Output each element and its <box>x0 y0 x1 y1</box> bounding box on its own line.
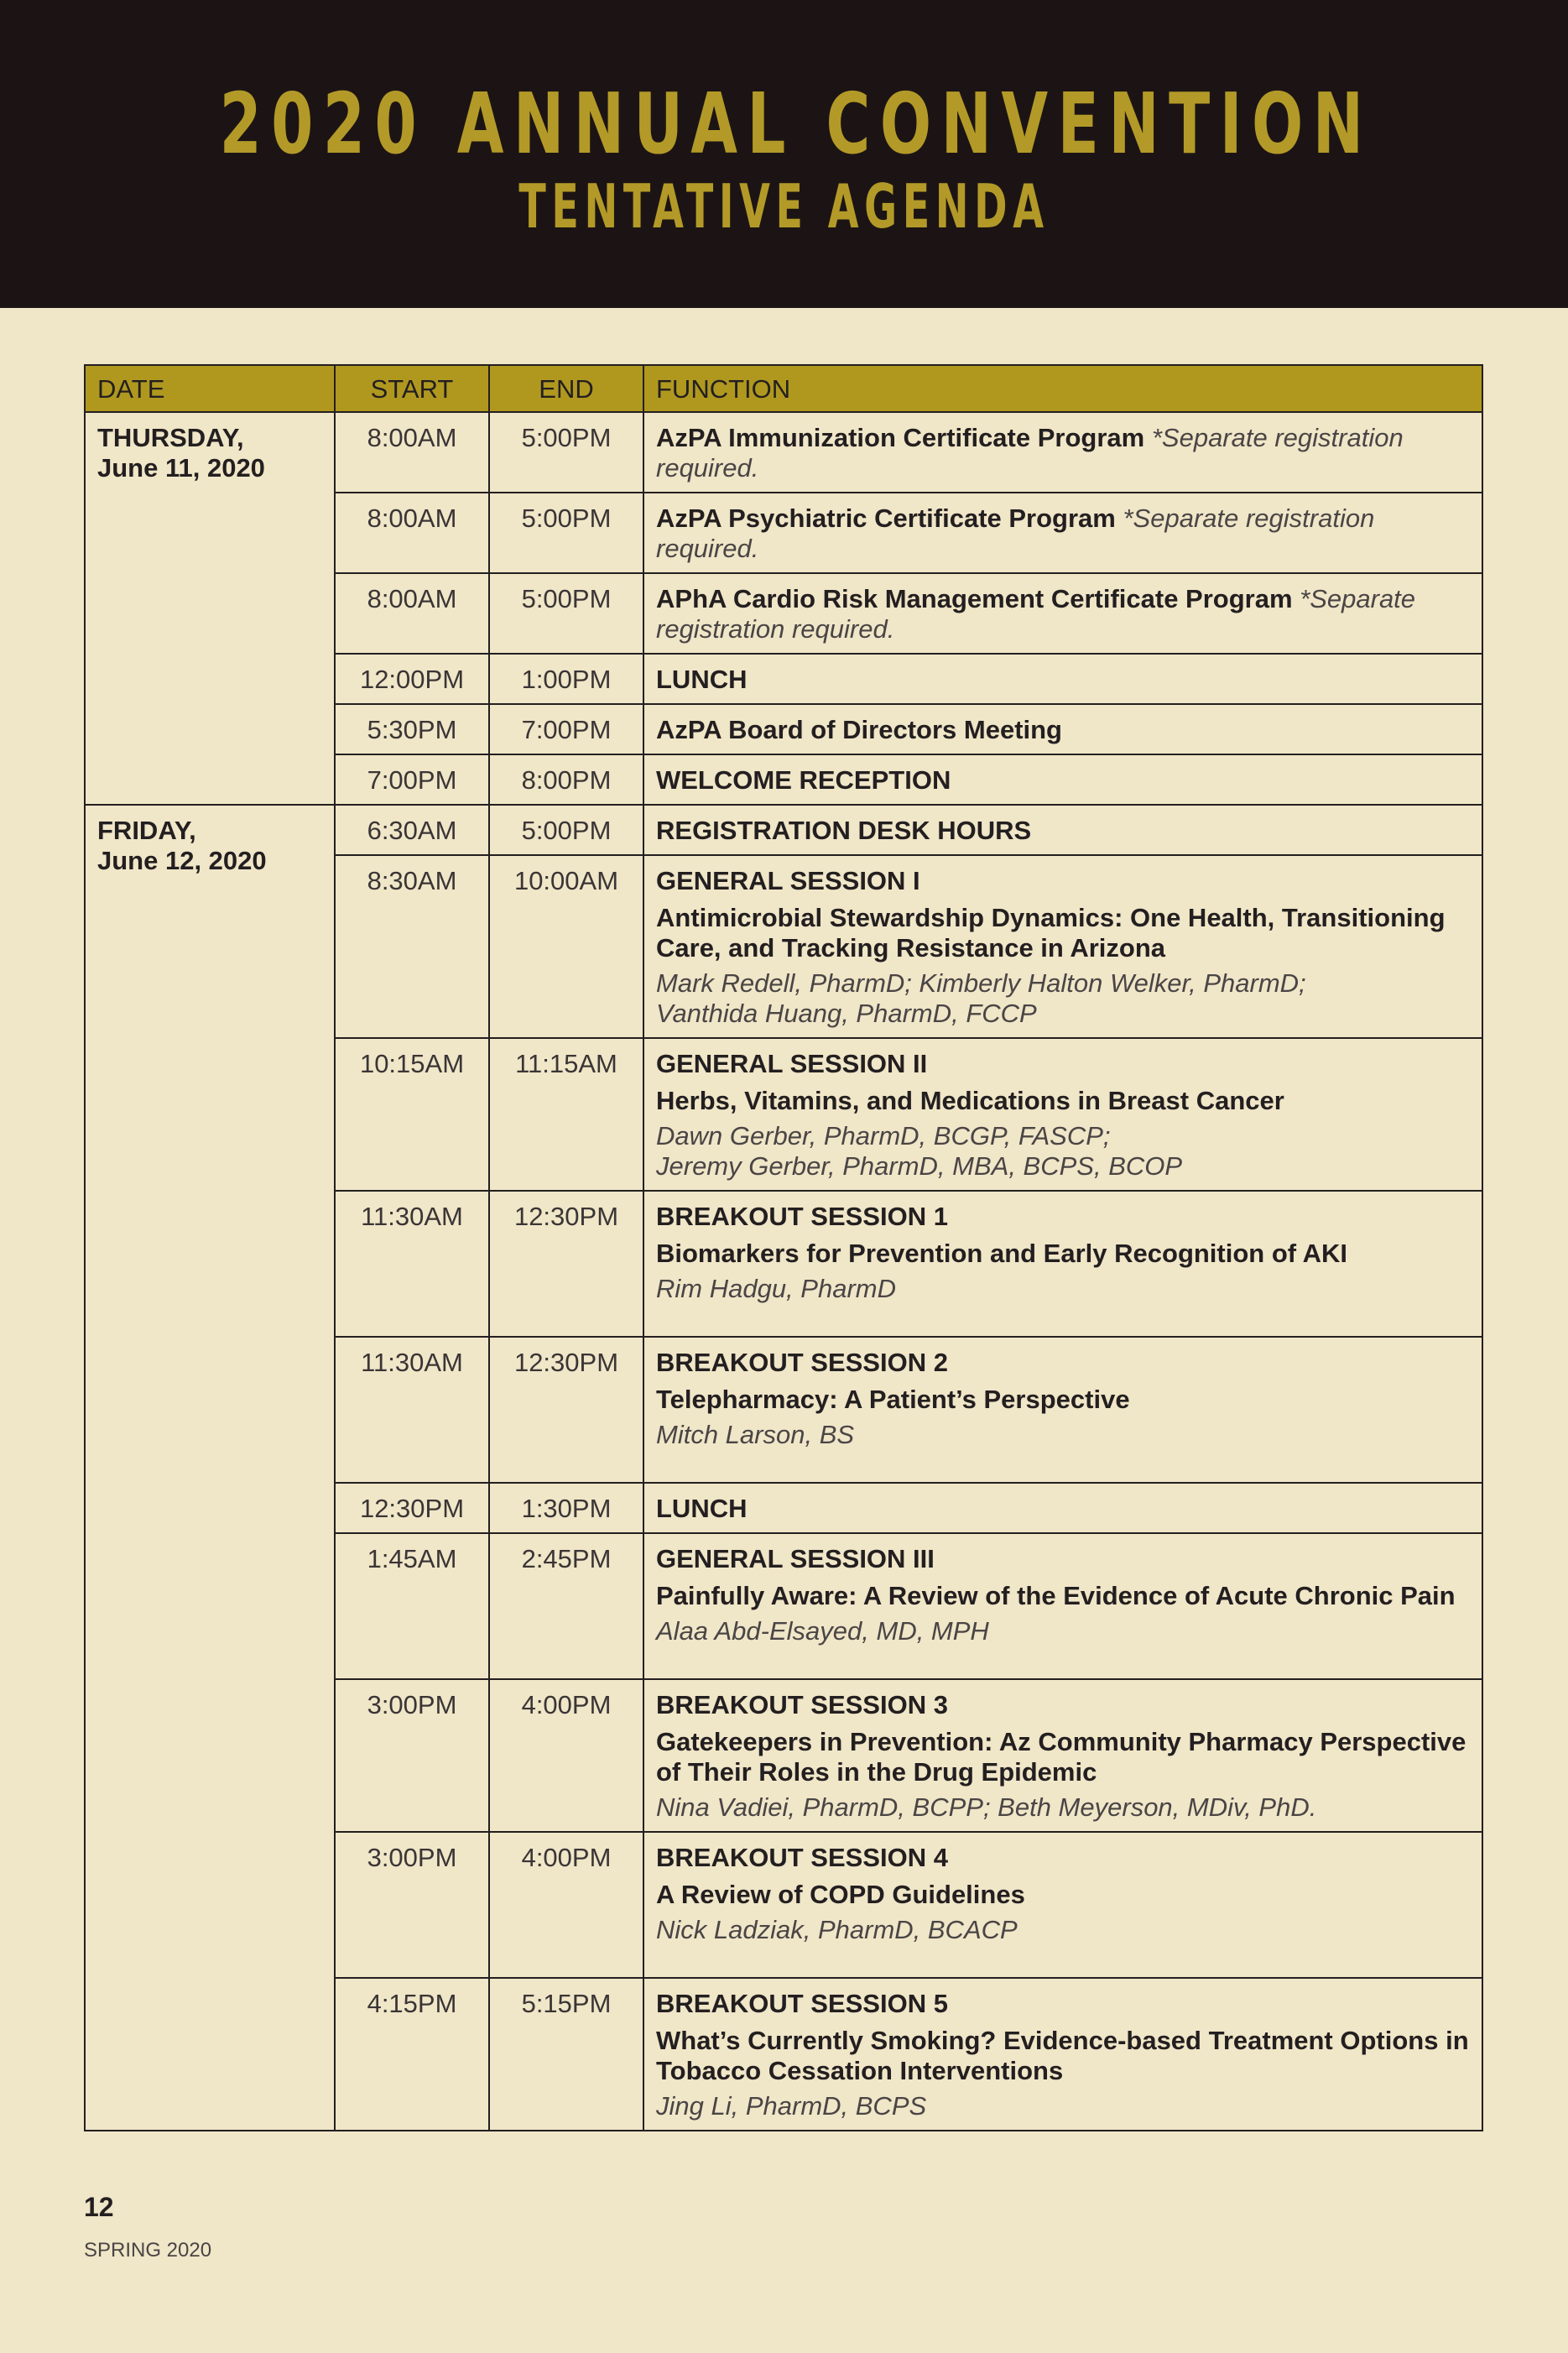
session-title: Painfully Aware: A Review of the Evidence of Acute Chronic Pain <box>656 1581 1456 1610</box>
function-heading: BREAKOUT SESSION 4 <box>656 1843 948 1872</box>
end-time: 7:00PM <box>489 704 643 754</box>
page-number: 12 <box>84 2192 114 2222</box>
start-time: 12:30PM <box>335 1483 489 1533</box>
end-time: 5:00PM <box>489 805 643 855</box>
column-header-start: START <box>335 365 489 412</box>
start-time: 3:00PM <box>335 1832 489 1978</box>
start-time: 1:45AM <box>335 1533 489 1679</box>
session-title: A Review of COPD Guidelines <box>656 1880 1025 1909</box>
function-heading: AzPA Board of Directors Meeting <box>656 715 1062 744</box>
function-heading: BREAKOUT SESSION 1 <box>656 1202 948 1231</box>
function-heading: BREAKOUT SESSION 3 <box>656 1690 948 1719</box>
start-time: 8:00AM <box>335 493 489 573</box>
page-header <box>0 0 1568 308</box>
function-heading: GENERAL SESSION I <box>656 866 920 895</box>
function-heading: AzPA Immunization Certificate Program <box>656 423 1145 452</box>
end-time: 4:00PM <box>489 1832 643 1978</box>
function-cell <box>643 1978 1482 2131</box>
column-header-date: DATE <box>85 365 335 412</box>
end-time: 5:00PM <box>489 412 643 493</box>
function-cell <box>643 1832 1482 1978</box>
function-heading: BREAKOUT SESSION 2 <box>656 1348 948 1377</box>
end-time: 5:00PM <box>489 493 643 573</box>
function-cell <box>643 1337 1482 1483</box>
end-time: 5:15PM <box>489 1978 643 2131</box>
function-heading: LUNCH <box>656 665 748 694</box>
registration-note: *Separate registration required. <box>656 584 1416 644</box>
session-presenters: Jing Li, PharmD, BCPS <box>656 2091 927 2121</box>
function-cell <box>643 654 1482 704</box>
session-presenters: Mitch Larson, BS <box>656 1420 855 1449</box>
end-time: 12:30PM <box>489 1191 643 1337</box>
function-heading: GENERAL SESSION II <box>656 1049 928 1078</box>
session-presenters: Rim Hadgu, PharmD <box>656 1274 896 1303</box>
function-heading: GENERAL SESSION III <box>656 1544 935 1573</box>
start-time: 11:30AM <box>335 1337 489 1483</box>
issue-label: SPRING 2020 <box>84 2239 212 2262</box>
date-cell: THURSDAY, June 11, 2020 <box>85 412 335 805</box>
start-time: 8:00AM <box>335 412 489 493</box>
session-presenters: Dawn Gerber, PharmD, BCGP, FASCP; Jeremy Gerber, PharmD, MBA, BCPS, BCOP <box>656 1121 1183 1181</box>
function-heading: APhA Cardio Risk Management Certificate Program <box>656 584 1293 613</box>
end-time: 8:00PM <box>489 754 643 805</box>
start-time: 12:00PM <box>335 654 489 704</box>
registration-note: *Separate registration required. <box>656 503 1375 563</box>
agenda-table <box>84 364 1483 2131</box>
session-presenters: Nina Vadiei, PharmD, BCPP; Beth Meyerson, MDiv, PhD. <box>656 1792 1317 1822</box>
function-heading: REGISTRATION DESK HOURS <box>656 816 1032 845</box>
date-cell: FRIDAY, June 12, 2020 <box>85 805 335 2131</box>
function-heading: WELCOME RECEPTION <box>656 765 951 795</box>
function-heading: BREAKOUT SESSION 5 <box>656 1989 948 2018</box>
end-time: 11:15AM <box>489 1038 643 1191</box>
start-time: 4:15PM <box>335 1978 489 2131</box>
start-time: 7:00PM <box>335 754 489 805</box>
start-time: 3:00PM <box>335 1679 489 1832</box>
start-time: 6:30AM <box>335 805 489 855</box>
start-time: 5:30PM <box>335 704 489 754</box>
function-cell <box>643 855 1482 1038</box>
session-title: Herbs, Vitamins, and Medications in Breast Cancer <box>656 1086 1284 1115</box>
function-cell <box>643 1038 1482 1191</box>
function-cell <box>643 573 1482 654</box>
session-presenters: Alaa Abd-Elsayed, MD, MPH <box>656 1616 989 1646</box>
page-title: 2020 ANNUAL CONVENTION <box>219 75 1373 173</box>
table-row <box>85 805 1482 855</box>
end-time: 10:00AM <box>489 855 643 1038</box>
agenda-body <box>85 412 1482 2131</box>
end-time: 12:30PM <box>489 1337 643 1483</box>
start-time: 8:30AM <box>335 855 489 1038</box>
column-header-function: FUNCTION <box>643 365 1482 412</box>
page-subtitle: TENTATIVE AGENDA <box>518 171 1050 242</box>
function-cell <box>643 1191 1482 1337</box>
function-cell <box>643 1483 1482 1533</box>
session-title: Biomarkers for Prevention and Early Recognition of AKI <box>656 1239 1347 1268</box>
function-cell <box>643 704 1482 754</box>
session-title: What’s Currently Smoking? Evidence-based Treatment Options in Tobacco Cessation Interventions <box>656 2026 1469 2085</box>
start-time: 10:15AM <box>335 1038 489 1191</box>
table-row <box>85 412 1482 493</box>
session-presenters: Mark Redell, PharmD; Kimberly Halton Welker, PharmD; Vanthida Huang, PharmD, FCCP <box>656 968 1306 1028</box>
end-time: 1:30PM <box>489 1483 643 1533</box>
end-time: 2:45PM <box>489 1533 643 1679</box>
function-heading: AzPA Psychiatric Certificate Program <box>656 503 1116 533</box>
function-cell <box>643 412 1482 493</box>
function-heading: LUNCH <box>656 1494 748 1523</box>
session-title: Antimicrobial Stewardship Dynamics: One Health, Transitioning Care, and Tracking Resistance in Arizona <box>656 903 1446 963</box>
function-cell <box>643 805 1482 855</box>
end-time: 1:00PM <box>489 654 643 704</box>
registration-note: *Separate registration required. <box>656 423 1404 483</box>
session-title: Gatekeepers in Prevention: Az Community Pharmacy Perspective of Their Roles in the Drug Epidemic <box>656 1727 1466 1787</box>
end-time: 4:00PM <box>489 1679 643 1832</box>
function-cell <box>643 493 1482 573</box>
start-time: 8:00AM <box>335 573 489 654</box>
session-presenters: Nick Ladziak, PharmD, BCACP <box>656 1915 1018 1944</box>
function-cell <box>643 754 1482 805</box>
function-cell <box>643 1533 1482 1679</box>
end-time: 5:00PM <box>489 573 643 654</box>
session-title: Telepharmacy: A Patient’s Perspective <box>656 1385 1130 1414</box>
start-time: 11:30AM <box>335 1191 489 1337</box>
column-header-end: END <box>489 365 643 412</box>
function-cell <box>643 1679 1482 1832</box>
table-header-row <box>85 365 1482 412</box>
